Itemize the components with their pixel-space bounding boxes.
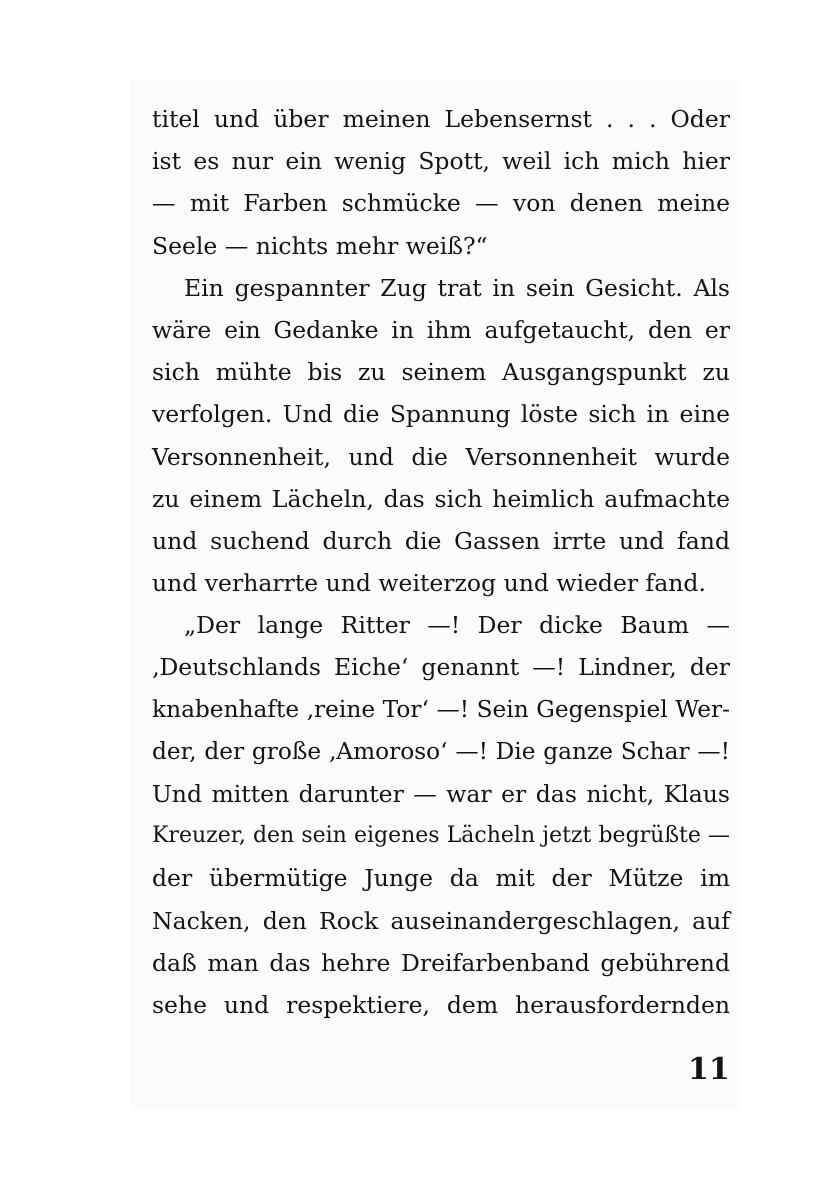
text-line: und verharrte und weiterzog und wieder fand.: [152, 569, 706, 598]
text-line: Seele — nichts mehr weiß?“: [152, 231, 488, 260]
text-line: Nacken, den Rock auseinandergeschlagen, auf: [152, 906, 730, 935]
body-text: [152, 98, 730, 1026]
text-line: — mit Farben schmücke — von denen meine: [152, 189, 730, 218]
paragraph-start-line: Ein gespannter Zug trat in sein Gesicht. Als: [184, 273, 730, 302]
text-line: daß man das hehre Dreifarbenband gebührend: [152, 948, 730, 977]
text-line: der, der große ‚Amoroso‘ —! Die ganze Schar —!: [152, 737, 730, 765]
paragraph-start-line: „Der lange Ritter —! Der dicke Baum —: [184, 611, 730, 640]
text-line: verfolgen. Und die Spannung löste sich in eine: [152, 400, 730, 429]
text-line: und suchend durch die Gassen irrte und fand: [152, 526, 730, 555]
text-line: titel und über meinen Lebensernst . . . Oder: [152, 105, 730, 133]
text-line: ‚Deutschlands Eiche‘ genannt —! Lindner, der: [152, 653, 730, 682]
text-line: Kreuzer, den sein eigenes Lächeln jetzt begrüßte —: [152, 823, 730, 849]
page-number: 11: [688, 1052, 730, 1087]
text-line: zu einem Lächeln, das sich heimlich aufmachte: [152, 484, 730, 513]
text-line: Versonnenheit, und die Versonnenheit wurde: [152, 442, 730, 471]
text-line: sich mühte bis zu seinem Ausgangspunkt zu: [152, 358, 730, 387]
text-line: knabenhafte ‚reine Tor‘ —! Sein Gegenspiel Wer-: [152, 695, 730, 723]
text-line: Und mitten darunter — war er das nicht, Klaus: [152, 780, 730, 808]
text-line: ist es nur ein wenig Spott, weil ich mich hier: [152, 147, 730, 176]
text-line: der übermütige Junge da mit der Mütze im: [152, 864, 730, 893]
text-line: sehe und respektiere, dem herausfordernden: [152, 990, 730, 1019]
text-line: wäre ein Gedanke in ihm aufgetaucht, den er: [152, 315, 730, 344]
